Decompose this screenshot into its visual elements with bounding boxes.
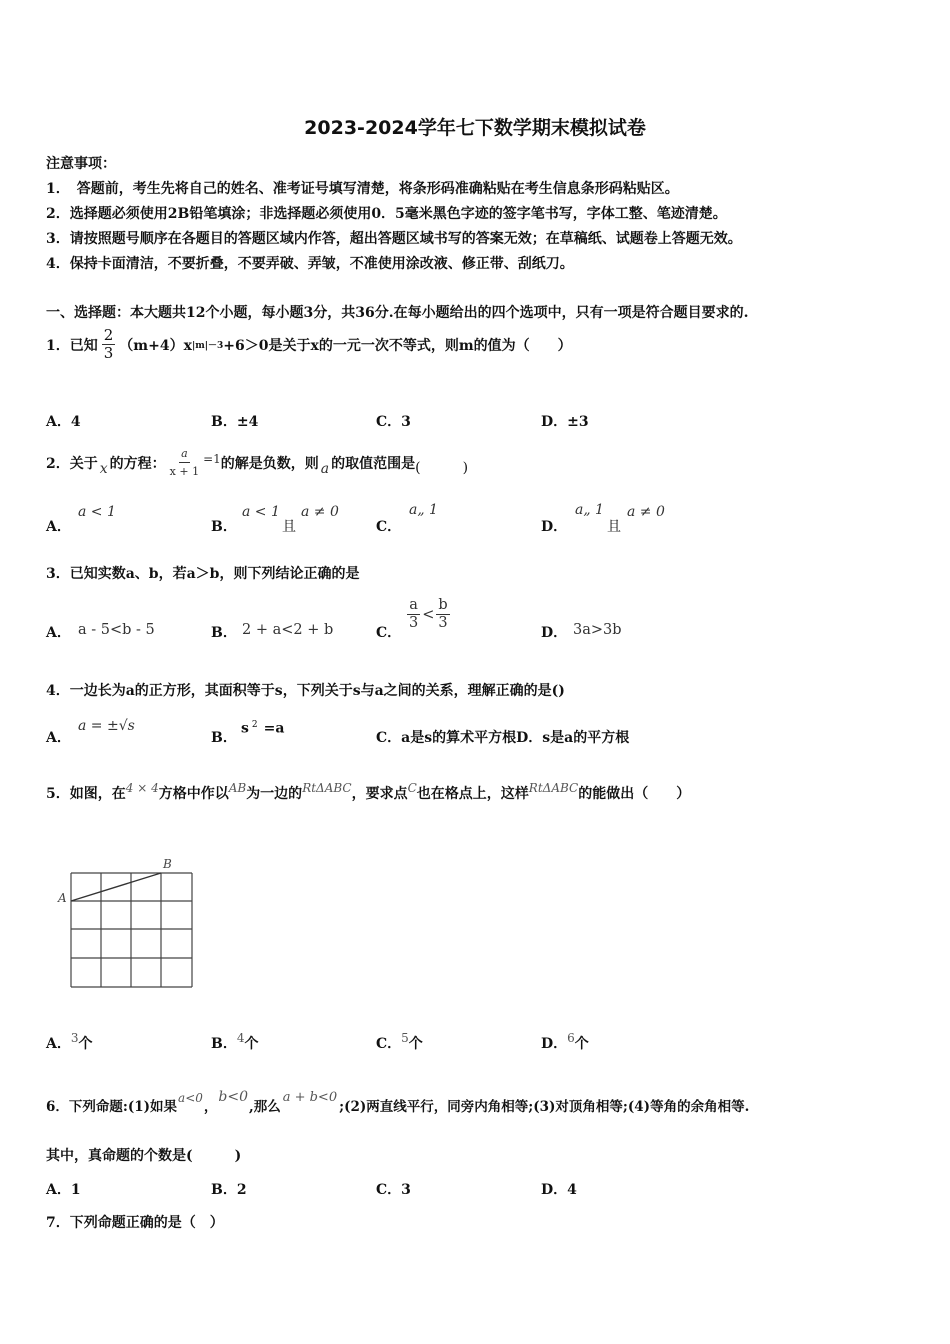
q3-c-num-a: a bbox=[409, 597, 418, 613]
q4-b-exp: 2 bbox=[251, 720, 258, 730]
q6-p1: 6．下列命题:(1)如果 bbox=[46, 1099, 178, 1115]
q5-unit-a: 个 bbox=[78, 1036, 93, 1052]
q5-num-b: 4 bbox=[236, 1031, 245, 1045]
q2-label-b: B． bbox=[211, 519, 237, 535]
q5-option-d bbox=[541, 1033, 589, 1053]
q1-option-a: A．4 bbox=[46, 414, 81, 430]
q5-unit-c: 个 bbox=[408, 1036, 423, 1052]
q1-option-d: D．±3 bbox=[541, 414, 589, 430]
question-7: 7．下列命题正确的是（ ） bbox=[46, 1215, 224, 1231]
q5-grid-size: 4 × 4 bbox=[125, 781, 159, 795]
q4-label-a: A． bbox=[46, 730, 71, 746]
q2-option-d-1: a„ 1 bbox=[575, 502, 604, 518]
q3-label-b: B． bbox=[211, 625, 237, 641]
q2-mid2: 的解是负数，则 bbox=[220, 455, 319, 472]
q2-equals-one: =1 bbox=[203, 451, 221, 466]
q5-option-b bbox=[211, 1033, 258, 1053]
q5-p3: 为一边的 bbox=[246, 786, 303, 802]
q2-option-c: a„ 1 bbox=[409, 502, 438, 518]
q5-triangle-1: RtΔABC bbox=[302, 781, 352, 795]
q5-p5: 也在格点上，这样 bbox=[416, 786, 529, 802]
q5-grid-figure bbox=[50, 850, 200, 995]
q5-p4: ，要求点 bbox=[351, 786, 408, 802]
q6-math-b-neg: b<0 bbox=[218, 1089, 248, 1105]
q1-suffix: +6＞0是关于x的一元一次不等式，则m的值为（ ） bbox=[223, 337, 572, 354]
section-heading: 一、选择题：本大题共12个小题，每小题3分，共36分.在每小题给出的四个选项中，只有一项是符合题目要求的. bbox=[46, 305, 749, 321]
q2-var-a: a bbox=[320, 460, 330, 477]
q2-label-c: C． bbox=[376, 519, 402, 535]
q1-mid: （m+4）x bbox=[119, 337, 192, 354]
q1-prefix: 1．已知 bbox=[46, 337, 98, 354]
q5-point-c: C bbox=[407, 781, 417, 795]
q4-b-rest: =a bbox=[263, 720, 285, 737]
q4-option-b bbox=[241, 720, 284, 737]
q6-option-b: B．2 bbox=[211, 1182, 247, 1198]
q5-num-c: 5 bbox=[401, 1031, 409, 1045]
q5-p6: 的能做出（ ） bbox=[578, 786, 691, 802]
q2-option-b-1: a < 1 bbox=[242, 504, 280, 520]
q3-label-c: C． bbox=[376, 625, 402, 641]
q5-triangle-2: RtΔABC bbox=[528, 781, 579, 795]
q2-frac-den: x + 1 bbox=[169, 465, 200, 478]
page-title: 2023-2024学年七下数学期末模拟试卷 bbox=[304, 117, 646, 139]
q2-paren: ( ) bbox=[415, 459, 469, 476]
q4-label-b: B． bbox=[211, 730, 237, 746]
segment-ab bbox=[71, 873, 161, 901]
q5-num-d: 6 bbox=[567, 1031, 575, 1045]
q1-frac-num: 2 bbox=[103, 326, 114, 344]
q6-math-a-neg: a<0 bbox=[178, 1091, 203, 1105]
q2-label-d: D． bbox=[541, 519, 568, 535]
q4-option-cd: C．a是s的算术平方根D．s是a的平方根 bbox=[376, 730, 630, 746]
notice-item: 2．选择题必须使用2B铅笔填涂；非选择题必须使用0．5毫米黑色字迹的签字笔书写，字体工整、笔迹清楚。 bbox=[46, 206, 727, 222]
q3-option-b: 2 + a<2 + b bbox=[242, 622, 334, 638]
q3-c-den-b: 3 bbox=[438, 615, 448, 631]
q2-var-x: x bbox=[99, 460, 108, 477]
q5-unit-d: 个 bbox=[574, 1036, 589, 1052]
q5-label-b: B． bbox=[211, 1036, 237, 1052]
q2-label-a: A． bbox=[46, 519, 71, 535]
q5-label-d: D． bbox=[541, 1036, 568, 1052]
q1-option-c: C．3 bbox=[376, 414, 411, 430]
question-3: 3．已知实数a、b，若a＞b，则下列结论正确的是 bbox=[46, 566, 360, 582]
q3-c-less-than: < bbox=[422, 606, 435, 623]
q5-p2: 方格中作以 bbox=[158, 786, 229, 802]
q3-option-c-frac-b bbox=[436, 597, 449, 632]
q4-b-s: s bbox=[241, 720, 249, 737]
q6-math-sum: a + b<0 bbox=[282, 1090, 338, 1105]
q6-p3: ;(2)两直线平行，同旁内角相等;(3)对顶角相等;(4)等角的余角相等. bbox=[339, 1099, 750, 1115]
q5-label-a: A． bbox=[46, 1036, 71, 1052]
figure-label-a: A bbox=[58, 891, 67, 905]
q2-option-b-2: a ≠ 0 bbox=[301, 504, 339, 520]
q5-segment-ab: AB bbox=[228, 781, 247, 795]
q1-exponent: |m|－3 bbox=[191, 341, 224, 351]
q2-option-d-and: 且 bbox=[607, 519, 621, 535]
question-2 bbox=[46, 445, 468, 480]
q4-option-a: a = ±√s bbox=[78, 718, 135, 734]
grid-lines bbox=[71, 873, 192, 987]
q2-fraction bbox=[168, 445, 201, 480]
q5-option-a bbox=[46, 1033, 93, 1053]
q3-label-a: A． bbox=[46, 625, 71, 641]
q1-fraction bbox=[102, 327, 116, 362]
notice-item: 3．请按照题号顺序在各题目的答题区域内作答，超出答题区域书写的答案无效；在草稿纸、试题卷上答题无效。 bbox=[46, 231, 742, 247]
q5-option-c bbox=[376, 1033, 423, 1053]
question-5 bbox=[46, 783, 690, 803]
notice-item: 1． 答题前，考生先将自己的姓名、准考证号填写清楚，将条形码准确粘贴在考生信息条形码粘贴区。 bbox=[46, 181, 679, 197]
q2-suffix: 的取值范围是 bbox=[331, 455, 416, 472]
figure-label-b: B bbox=[163, 857, 172, 871]
q6-line2: 其中，真命题的个数是( ) bbox=[46, 1148, 242, 1164]
q6-option-c: C．3 bbox=[376, 1182, 411, 1198]
q2-option-d-2: a ≠ 0 bbox=[627, 504, 665, 520]
q3-option-d: 3a>3b bbox=[573, 622, 622, 638]
q3-c-num-b: b bbox=[438, 597, 448, 613]
q3-label-d: D． bbox=[541, 625, 568, 641]
question-1 bbox=[46, 327, 572, 362]
q3-option-a: a - 5<b - 5 bbox=[78, 622, 155, 638]
q5-num-a: 3 bbox=[70, 1031, 79, 1045]
q6-p2: ,那么 bbox=[249, 1099, 281, 1115]
q3-option-c bbox=[407, 597, 450, 632]
q6-option-d: D．4 bbox=[541, 1182, 577, 1198]
question-4: 4．一边长为a的正方形，其面积等于s，下列关于s与a之间的关系，理解正确的是() bbox=[46, 683, 565, 699]
q3-option-c-frac-a bbox=[407, 597, 420, 632]
notice-heading: 注意事项： bbox=[46, 156, 116, 172]
q2-option-a: a < 1 bbox=[78, 504, 116, 520]
q2-option-b-and: 且 bbox=[282, 519, 296, 535]
q1-option-b: B．±4 bbox=[211, 414, 259, 430]
q5-p1: 5．如图，在 bbox=[46, 786, 126, 802]
q6-option-a: A．1 bbox=[46, 1182, 81, 1198]
q2-prefix: 2．关于 bbox=[46, 455, 98, 472]
q1-frac-den: 3 bbox=[103, 344, 114, 362]
notice-item: 4．保持卡面清洁，不要折叠，不要弄破、弄皱，不准使用涂改液、修正带、刮纸刀。 bbox=[46, 256, 574, 272]
q5-label-c: C． bbox=[376, 1036, 402, 1052]
question-6 bbox=[46, 1089, 750, 1115]
q5-unit-b: 个 bbox=[244, 1036, 259, 1052]
q2-mid: 的方程： bbox=[109, 455, 166, 472]
q2-frac-num: a bbox=[179, 445, 190, 463]
q3-c-den-a: 3 bbox=[409, 615, 419, 631]
q6-comma: ， bbox=[203, 1099, 218, 1115]
